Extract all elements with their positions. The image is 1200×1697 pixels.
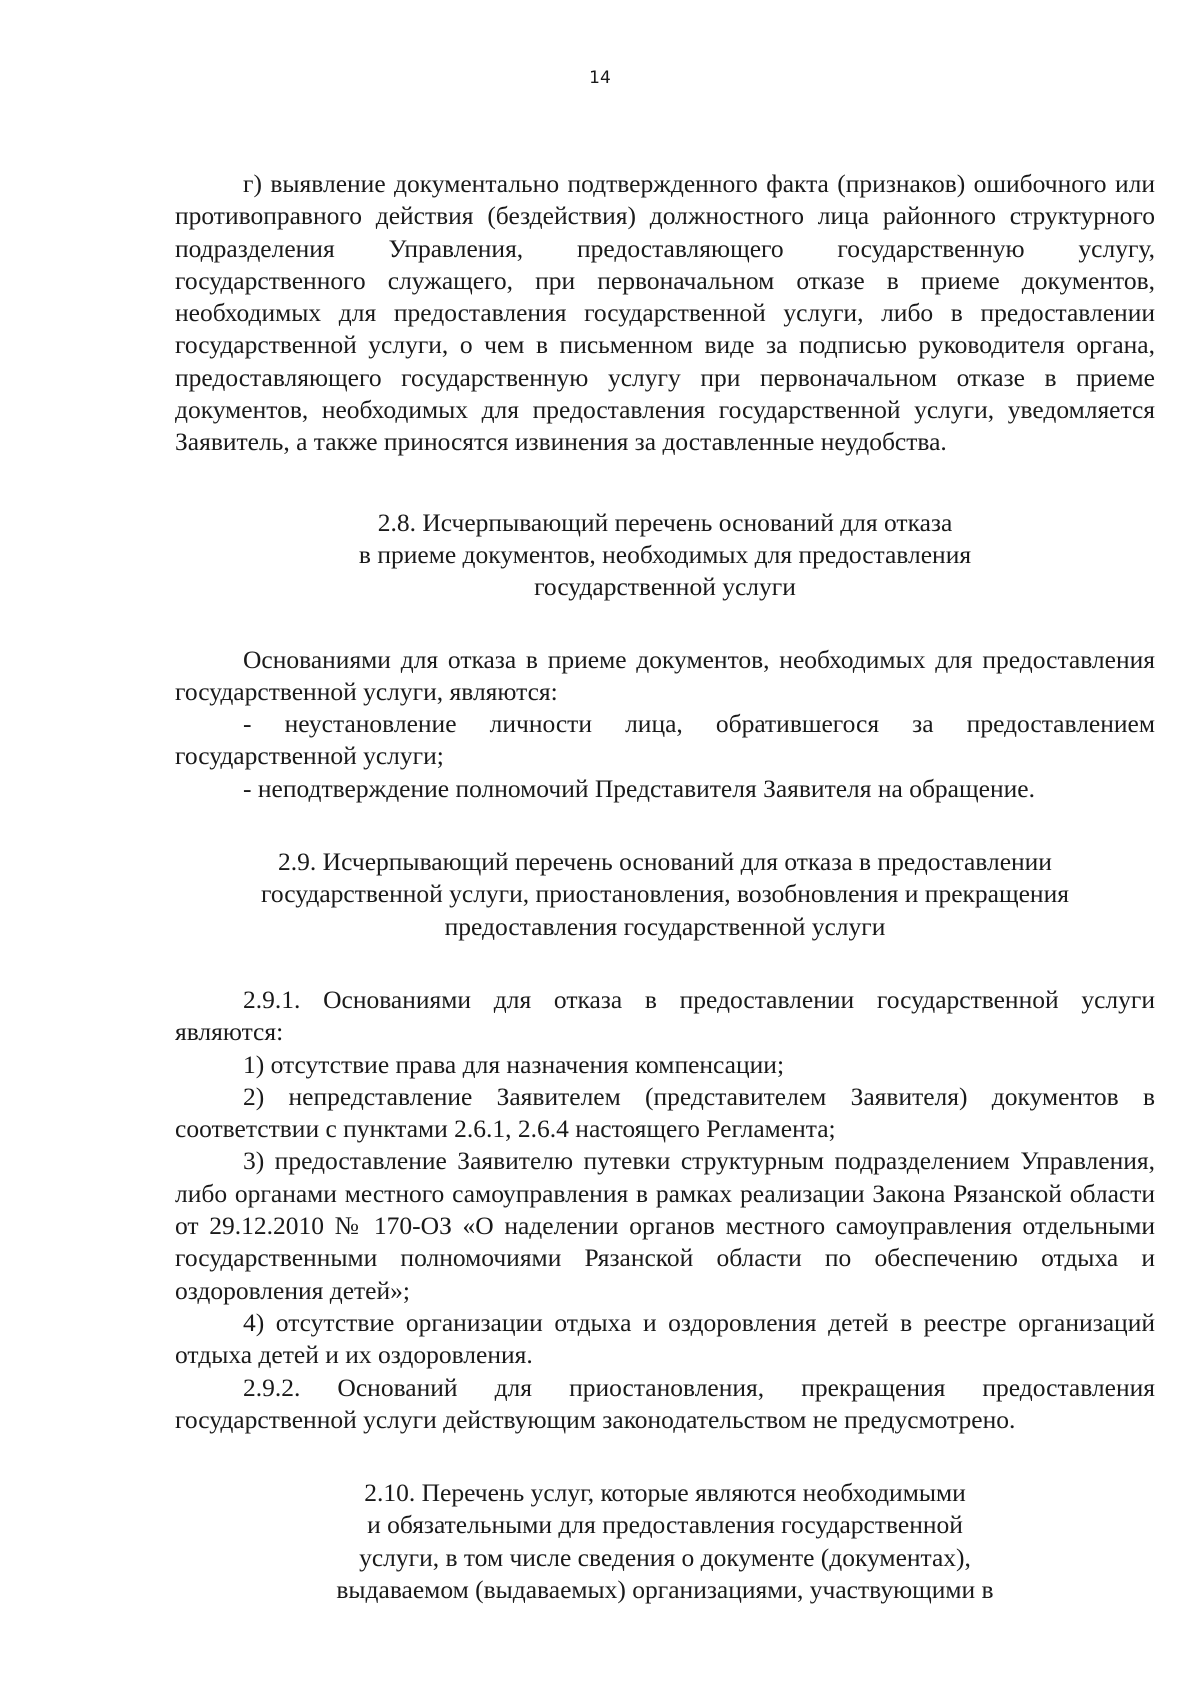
paragraph-g: г) выявление документально подтвержденного факта (признаков) ошибочного или противоправного действия (бездействия) должностного лица районного структурного подразделения Управления, предоставляющего государственную услугу, государственного служащего, при первоначальном отказе в приеме документов, необходимых для предоставления государственной услуги, либо в предоставлении государственной услуги, о чем в письменном виде за подписью руководителя органа, предоставляющего государственную услугу при первоначальном отказе в приеме документов, необходимых для предоставления государственной услуги, уведомляется Заявитель, а также приносятся извинения за доставленные неудобства.: [175, 169, 1155, 457]
heading-line: предоставления государственной услуги: [444, 911, 886, 941]
heading-line: в приеме документов, необходимых для предоставления: [358, 539, 972, 569]
list-item: 2) непредставление Заявителем (представителем Заявителя) документов в соответствии с пунктами 2.6.1, 2.6.4 настоящего Регламента;: [175, 1081, 1155, 1144]
list-item: 3) предоставление Заявителю путевки структурным подразделением Управления, либо органами местного самоуправления в рамках реализации Закона Рязанской области от 29.12.2010 № 170-ОЗ «О наделении органов местного самоуправления отдельными государственными полномочиями Рязанской области по обеспечению отдыха и оздоровления детей»;: [175, 1146, 1155, 1305]
section-2-9-body: [175, 984, 1155, 1436]
page-number: 14: [589, 68, 611, 88]
list-item: 1) отсутствие права для назначения компенсации;: [243, 1049, 785, 1079]
list-item: 4) отсутствие организации отдыха и оздоровления детей в реестре организаций отдыха детей и их оздоровления.: [175, 1307, 1155, 1370]
heading-line: 2.9. Исчерпывающий перечень оснований для отказа в предоставлении: [278, 847, 1052, 877]
heading-line: государственной услуги, приостановления, возобновления и прекращения: [261, 879, 1069, 909]
heading-line: выдаваемом (выдаваемых) организациями, участвующими в: [336, 1574, 994, 1604]
heading-line: государственной услуги: [534, 572, 796, 602]
heading-line: 2.10. Перечень услуг, которые являются необходимыми: [364, 1478, 966, 1508]
paragraph-2-9-2: 2.9.2. Оснований для приостановления, прекращения предоставления государственной услуги действующим законодательством не предусмотрено.: [175, 1372, 1155, 1434]
section-2-8-heading: [175, 507, 1155, 604]
list-item: - неподтверждение полномочий Представителя Заявителя на обращение.: [243, 773, 1035, 803]
paragraph-2-9-1: 2.9.1. Основаниями для отказа в предоставлении государственной услуги являются:: [175, 984, 1155, 1047]
heading-line: услуги, в том числе сведения о документе (документах),: [359, 1542, 971, 1572]
section-2-8-body: [175, 644, 1155, 805]
heading-line: и обязательными для предоставления государственной: [367, 1510, 963, 1540]
heading-line: 2.8. Исчерпывающий перечень оснований для отказа: [377, 507, 953, 537]
section-2-10-heading: [175, 1477, 1155, 1606]
document-body: [175, 168, 1155, 1606]
section-2-9-heading: [175, 846, 1155, 943]
section-2-8-intro: Основаниями для отказа в приеме документов, необходимых для предоставления государственной услуги, являются:: [175, 644, 1155, 706]
list-item: - неустановление личности лица, обратившегося за предоставлением государственной услуги;: [175, 709, 1155, 771]
